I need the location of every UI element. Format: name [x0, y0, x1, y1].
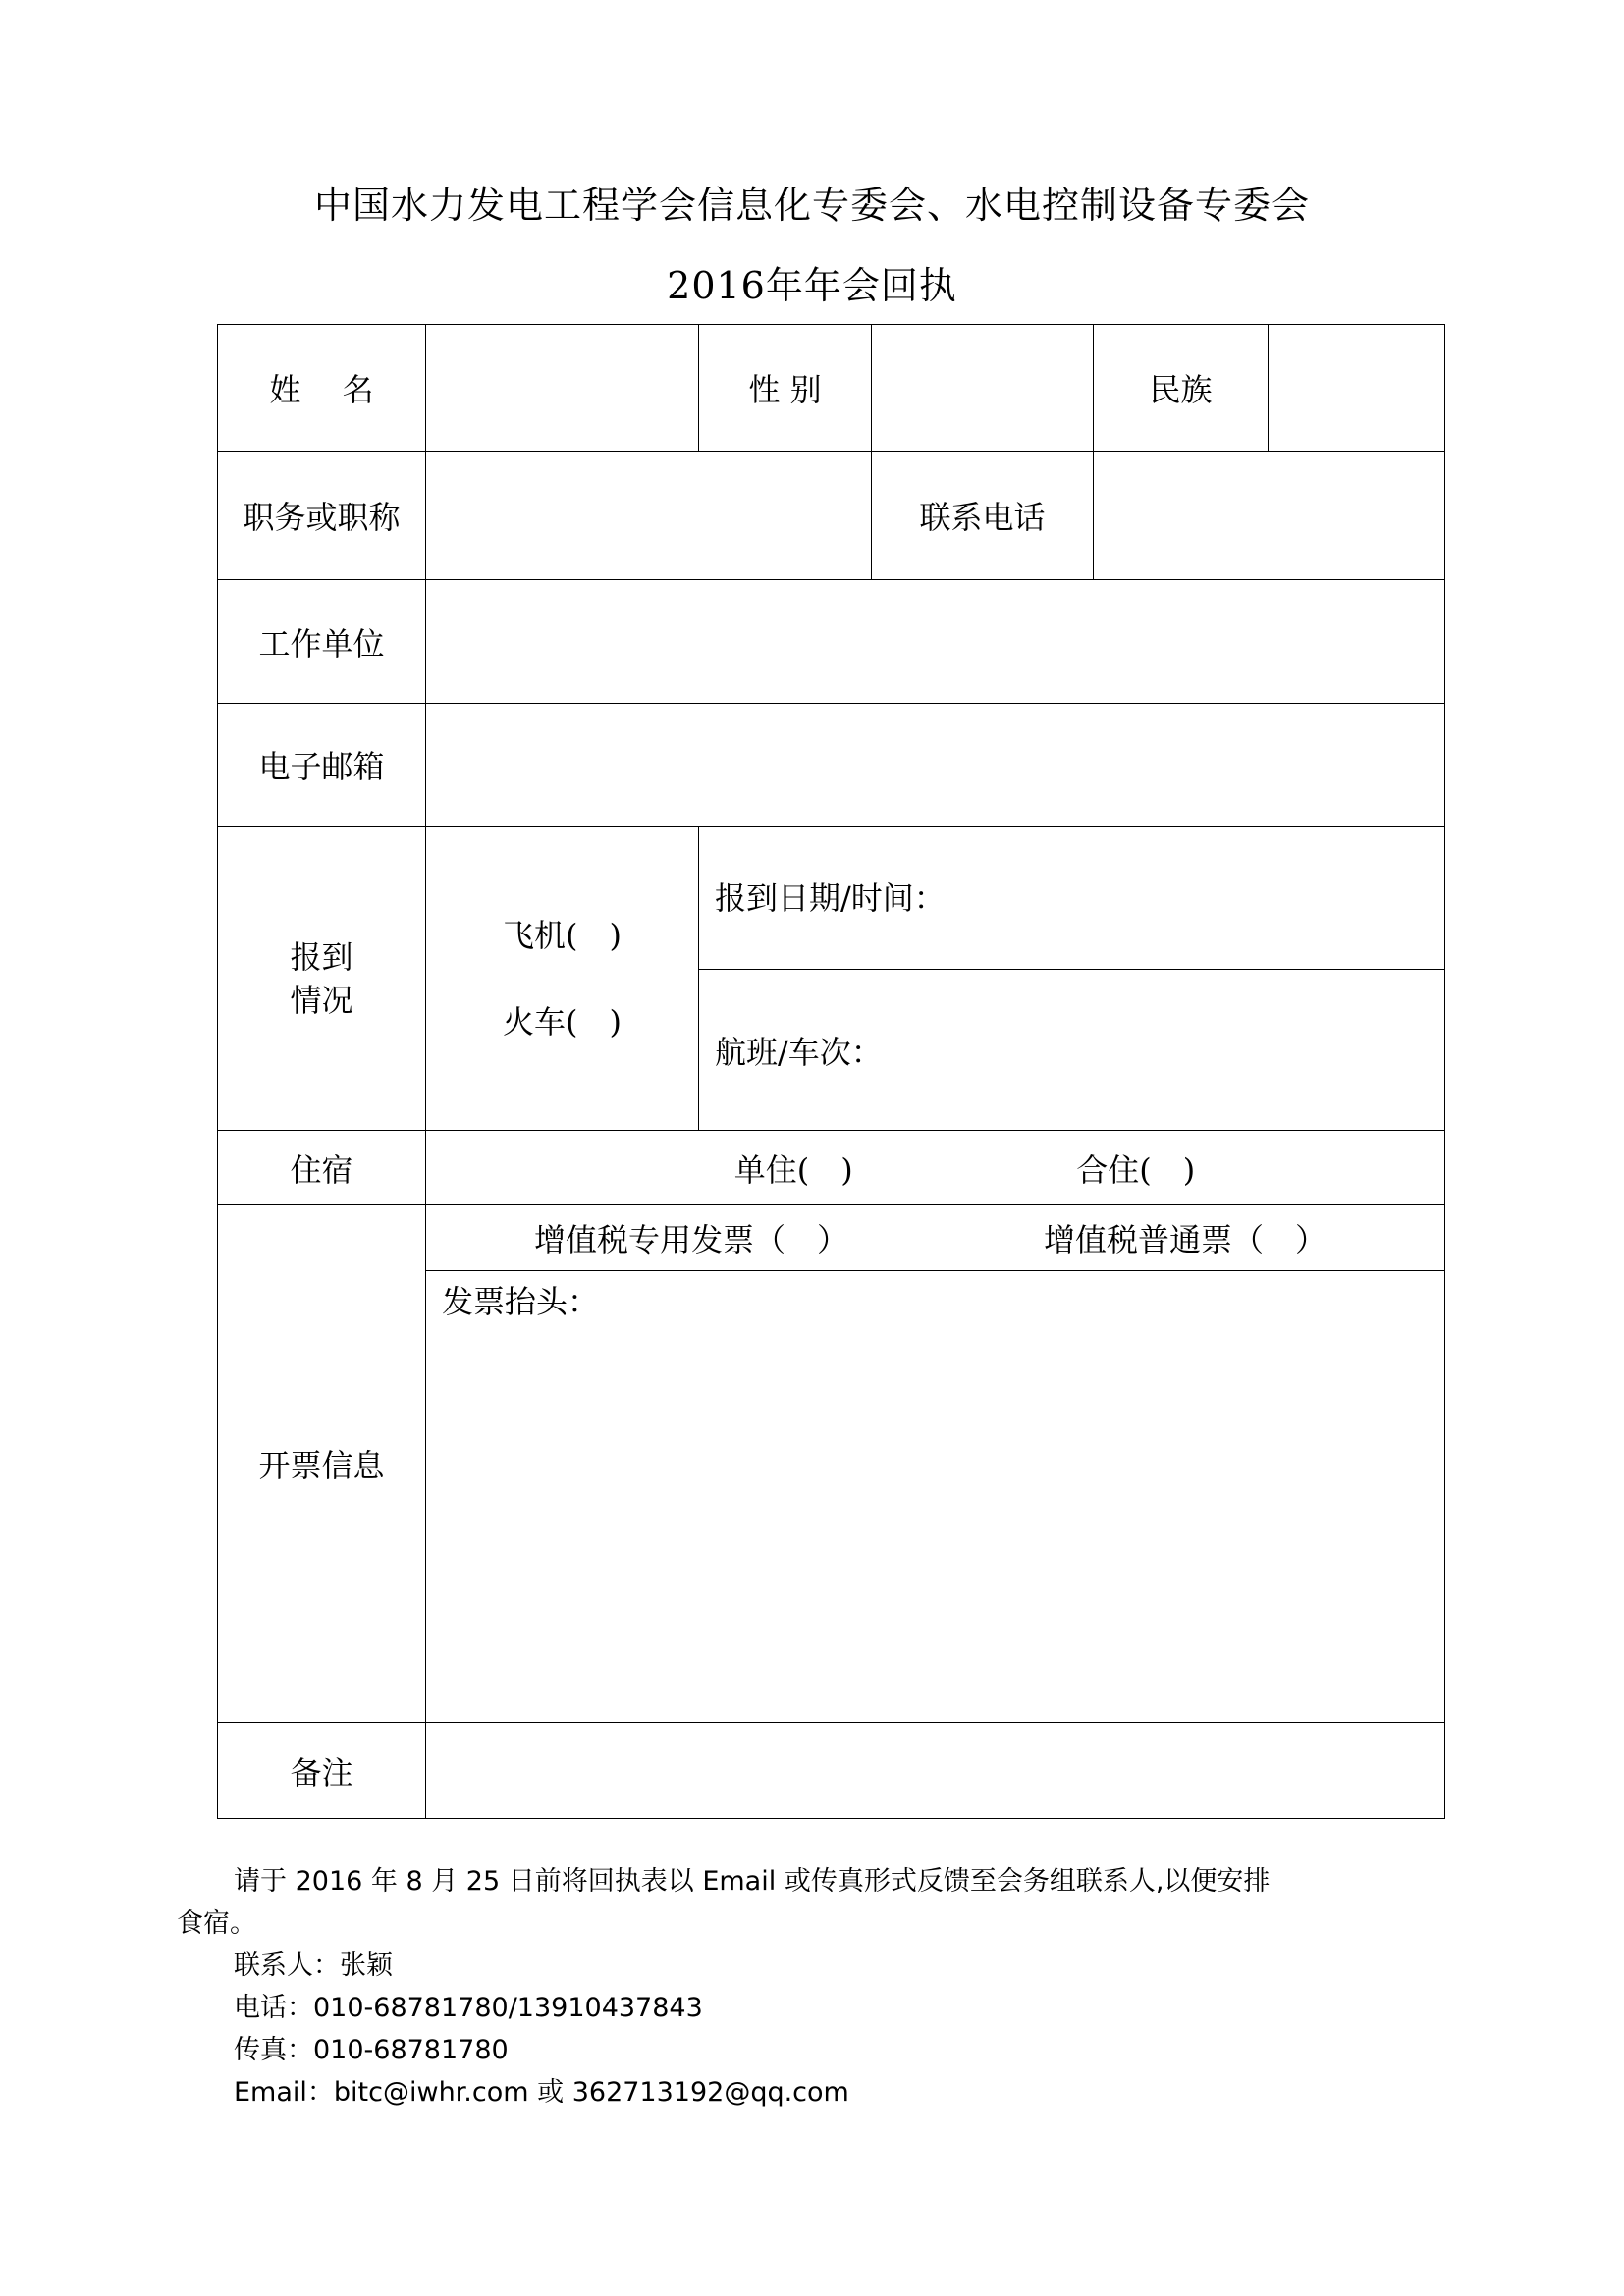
- registration-form: [217, 324, 1445, 1819]
- ethnicity-field[interactable]: [1269, 325, 1445, 452]
- flight-option[interactable]: 飞机( ): [503, 916, 622, 954]
- train-option[interactable]: 火车( ): [503, 1002, 622, 1041]
- invoice-header-field[interactable]: [426, 1271, 1445, 1723]
- instructions: [177, 1860, 1412, 2113]
- phone-label: 联系电话: [872, 452, 1094, 580]
- org-field[interactable]: [426, 580, 1445, 704]
- title-field[interactable]: [426, 452, 872, 580]
- flight-no-label: 航班/车次：: [715, 1033, 883, 1071]
- remarks-field[interactable]: [426, 1723, 1445, 1819]
- vat-normal-option[interactable]: 增值税普通票（ ）: [1043, 1221, 1326, 1258]
- invoice-header-label: 发票抬头：: [442, 1283, 600, 1320]
- instruction-line-cont: 食宿。: [177, 1908, 256, 1939]
- lodging-options: [426, 1131, 1445, 1205]
- phone-field[interactable]: [1094, 452, 1445, 580]
- shared-room-option[interactable]: 合住( ): [1076, 1150, 1196, 1189]
- email-field[interactable]: [426, 704, 1445, 827]
- arrival-label-text: 报到 情况: [290, 937, 353, 1019]
- contact-email: Email：bitc@iwhr.com 或 362713192@qq.com: [234, 2077, 849, 2108]
- page-subtitle: 2016年年会回执: [667, 264, 957, 307]
- page-title: 中国水力发电工程学会信息化专委会、水电控制设备专委会: [313, 184, 1310, 227]
- name-label: 姓 名: [218, 325, 426, 452]
- instruction-line: 请于 2016 年 8 月 25 日前将回执表以 Email 或传真形式反馈至会务组联系人,以便安排: [234, 1866, 1271, 1896]
- name-field[interactable]: [426, 325, 699, 452]
- email-label: 电子邮箱: [218, 704, 426, 827]
- gender-field[interactable]: [872, 325, 1094, 452]
- lodging-label: 住宿: [218, 1131, 426, 1205]
- vat-special-option[interactable]: 增值税专用发票（ ）: [534, 1221, 849, 1258]
- arrival-label: [218, 827, 426, 1131]
- arrival-date-label: 报到日期/时间：: [715, 880, 946, 917]
- remarks-label: 备注: [218, 1723, 426, 1819]
- contact-fax: 传真：010-68781780: [234, 2035, 509, 2065]
- title-label: 职务或职称: [218, 452, 426, 580]
- single-room-option[interactable]: 单住( ): [733, 1150, 853, 1189]
- gender-label: 性 别: [699, 325, 872, 452]
- ethnicity-label: 民族: [1094, 325, 1269, 452]
- invoice-type-options: [426, 1205, 1445, 1271]
- invoice-label: 开票信息: [218, 1205, 426, 1723]
- org-label: 工作单位: [218, 580, 426, 704]
- contact-phone: 电话：010-68781780/13910437843: [234, 1993, 703, 2023]
- arrival-date-field[interactable]: [699, 827, 1445, 970]
- contact-person: 联系人：张颖: [234, 1950, 393, 1981]
- flight-no-field[interactable]: [699, 970, 1445, 1131]
- transport-options: [426, 827, 699, 1131]
